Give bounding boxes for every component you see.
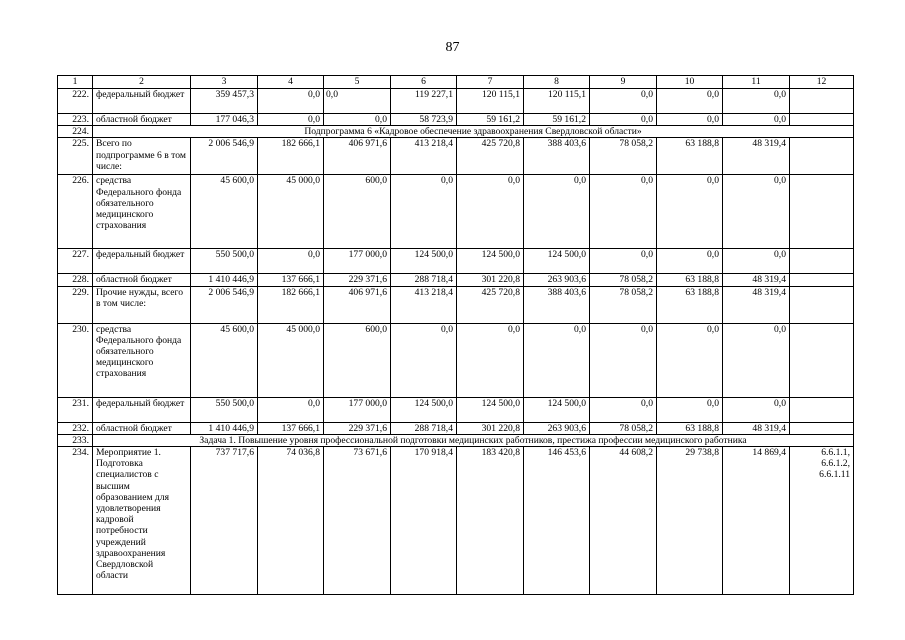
- value-cell: 183 420,8: [457, 447, 524, 595]
- value-cell: 48 319,4: [723, 286, 790, 323]
- col-header: 4: [258, 76, 324, 89]
- col-header: 1: [58, 76, 93, 89]
- value-cell: 73 671,6: [324, 447, 391, 595]
- value-cell: 146 453,6: [524, 447, 590, 595]
- col-header: 11: [723, 76, 790, 89]
- target-code: [790, 422, 854, 434]
- target-code: [790, 249, 854, 274]
- value-cell: 124 500,0: [457, 249, 524, 274]
- value-cell: 0,0: [657, 114, 723, 126]
- value-cell: 406 971,6: [324, 138, 391, 175]
- table-row: [58, 286, 854, 323]
- target-code: [790, 323, 854, 397]
- value-cell: 48 319,4: [723, 422, 790, 434]
- value-cell: 45 000,0: [258, 175, 324, 249]
- target-code: [790, 89, 854, 114]
- value-cell: 388 403,6: [524, 138, 590, 175]
- value-cell: 182 666,1: [258, 286, 324, 323]
- value-cell: 0,0: [590, 323, 657, 397]
- col-header: 7: [457, 76, 524, 89]
- value-cell: 0,0: [590, 175, 657, 249]
- section-row: [58, 434, 854, 446]
- value-cell: 288 718,4: [391, 274, 457, 286]
- value-cell: 0,0: [258, 397, 324, 422]
- value-cell: 78 058,2: [590, 422, 657, 434]
- row-number: 233.: [58, 434, 93, 446]
- value-cell: 425 720,8: [457, 138, 524, 175]
- section-title: Задача 1. Повышение уровня профессиональной подготовки медицинских работников, престижа профессии медицинского работника: [93, 434, 854, 446]
- value-cell: 0,0: [657, 89, 723, 114]
- value-cell: 600,0: [324, 175, 391, 249]
- header-row: [58, 76, 854, 89]
- value-cell: 78 058,2: [590, 274, 657, 286]
- value-cell: 406 971,6: [324, 286, 391, 323]
- value-cell: 58 723,9: [391, 114, 457, 126]
- value-cell: 413 218,4: [391, 138, 457, 175]
- col-header: 10: [657, 76, 723, 89]
- value-cell: 177 000,0: [324, 249, 391, 274]
- row-name: средства Федерального фонда обязательного медицинского страхования: [93, 175, 191, 249]
- value-cell: 425 720,8: [457, 286, 524, 323]
- budget-table: [57, 75, 854, 595]
- target-code: [790, 114, 854, 126]
- value-cell: 63 188,8: [657, 422, 723, 434]
- row-name: Всего по подпрограмме 6 в том числе:: [93, 138, 191, 175]
- value-cell: 48 319,4: [723, 274, 790, 286]
- value-cell: 45 600,0: [191, 175, 258, 249]
- value-cell: 0,0: [657, 323, 723, 397]
- row-number: 234.: [58, 447, 93, 595]
- value-cell: 229 371,6: [324, 422, 391, 434]
- value-cell: 119 227,1: [391, 89, 457, 114]
- value-cell: 63 188,8: [657, 138, 723, 175]
- value-cell: 63 188,8: [657, 286, 723, 323]
- value-cell: 0,0: [391, 323, 457, 397]
- value-cell: 0,0: [391, 175, 457, 249]
- target-code: 6.6.1.1, 6.6.1.2, 6.6.1.11: [790, 447, 854, 595]
- row-number: 228.: [58, 274, 93, 286]
- value-cell: 0,0: [524, 323, 590, 397]
- row-number: 232.: [58, 422, 93, 434]
- value-cell: 0,0: [657, 397, 723, 422]
- value-cell: 2 006 546,9: [191, 138, 258, 175]
- value-cell: 600,0: [324, 323, 391, 397]
- value-cell: 301 220,8: [457, 274, 524, 286]
- section-row: [58, 126, 854, 138]
- value-cell: 0,0: [258, 114, 324, 126]
- col-header: 5: [324, 76, 391, 89]
- row-name: средства Федерального фонда обязательного медицинского страхования: [93, 323, 191, 397]
- value-cell: 0,0: [258, 249, 324, 274]
- value-cell: 59 161,2: [524, 114, 590, 126]
- value-cell: 550 500,0: [191, 249, 258, 274]
- value-cell: 0,0: [590, 397, 657, 422]
- value-cell: 0,0: [457, 175, 524, 249]
- value-cell: 413 218,4: [391, 286, 457, 323]
- table-row: [58, 274, 854, 286]
- row-number: 224.: [58, 126, 93, 138]
- value-cell: 182 666,1: [258, 138, 324, 175]
- value-cell: 0,0: [590, 114, 657, 126]
- table-row: [58, 175, 854, 249]
- section-title: Подпрограмма 6 «Кадровое обеспечение здравоохранения Свердловской области»: [93, 126, 854, 138]
- row-number: 231.: [58, 397, 93, 422]
- col-header: 2: [93, 76, 191, 89]
- value-cell: 0,0: [324, 114, 391, 126]
- row-name: федеральный бюджет: [93, 89, 191, 114]
- value-cell: 170 918,4: [391, 447, 457, 595]
- value-cell: 0,0: [657, 175, 723, 249]
- target-code: [790, 175, 854, 249]
- value-cell: 0,0: [657, 249, 723, 274]
- value-cell: 263 903,6: [524, 422, 590, 434]
- row-number: 222.: [58, 89, 93, 114]
- col-header: 12: [790, 76, 854, 89]
- table-row: [58, 323, 854, 397]
- row-name: областной бюджет: [93, 114, 191, 126]
- value-cell: 550 500,0: [191, 397, 258, 422]
- row-name: областной бюджет: [93, 422, 191, 434]
- value-cell: 263 903,6: [524, 274, 590, 286]
- value-cell: 388 403,6: [524, 286, 590, 323]
- value-cell: 0,0: [324, 89, 391, 114]
- value-cell: 0,0: [258, 89, 324, 114]
- table-row: [58, 447, 854, 595]
- col-header: 3: [191, 76, 258, 89]
- row-number: 230.: [58, 323, 93, 397]
- value-cell: 137 666,1: [258, 422, 324, 434]
- col-header: 6: [391, 76, 457, 89]
- value-cell: 124 500,0: [391, 397, 457, 422]
- value-cell: 120 115,1: [457, 89, 524, 114]
- value-cell: 0,0: [524, 175, 590, 249]
- value-cell: 59 161,2: [457, 114, 524, 126]
- row-number: 223.: [58, 114, 93, 126]
- value-cell: 0,0: [590, 249, 657, 274]
- value-cell: 74 036,8: [258, 447, 324, 595]
- target-code: [790, 274, 854, 286]
- value-cell: 45 600,0: [191, 323, 258, 397]
- value-cell: 124 500,0: [524, 249, 590, 274]
- value-cell: 48 319,4: [723, 138, 790, 175]
- value-cell: 44 608,2: [590, 447, 657, 595]
- value-cell: 301 220,8: [457, 422, 524, 434]
- value-cell: 0,0: [723, 397, 790, 422]
- value-cell: 124 500,0: [457, 397, 524, 422]
- table-row: [58, 114, 854, 126]
- col-header: 9: [590, 76, 657, 89]
- value-cell: 0,0: [723, 323, 790, 397]
- table-row: [58, 89, 854, 114]
- value-cell: 2 006 546,9: [191, 286, 258, 323]
- value-cell: 0,0: [723, 249, 790, 274]
- value-cell: 45 000,0: [258, 323, 324, 397]
- table-body: [58, 76, 854, 595]
- row-number: 225.: [58, 138, 93, 175]
- value-cell: 78 058,2: [590, 286, 657, 323]
- value-cell: 177 046,3: [191, 114, 258, 126]
- table-row: [58, 397, 854, 422]
- row-name: Мероприятие 1. Подготовка специалистов с высшим образованием для удовлетворения кадровой потребности учреждений здравоохранения Свердловской области: [93, 447, 191, 595]
- value-cell: 1 410 446,9: [191, 422, 258, 434]
- value-cell: 0,0: [723, 175, 790, 249]
- value-cell: 14 869,4: [723, 447, 790, 595]
- value-cell: 124 500,0: [391, 249, 457, 274]
- row-name: Прочие нужды, всего в том числе:: [93, 286, 191, 323]
- col-header: 8: [524, 76, 590, 89]
- row-number: 226.: [58, 175, 93, 249]
- target-code: [790, 138, 854, 175]
- value-cell: 288 718,4: [391, 422, 457, 434]
- value-cell: 63 188,8: [657, 274, 723, 286]
- value-cell: 137 666,1: [258, 274, 324, 286]
- value-cell: 29 738,8: [657, 447, 723, 595]
- table-row: [58, 422, 854, 434]
- value-cell: 229 371,6: [324, 274, 391, 286]
- row-name: федеральный бюджет: [93, 397, 191, 422]
- value-cell: 0,0: [457, 323, 524, 397]
- page-number: 87: [445, 40, 460, 55]
- value-cell: 1 410 446,9: [191, 274, 258, 286]
- value-cell: 124 500,0: [524, 397, 590, 422]
- value-cell: 0,0: [723, 89, 790, 114]
- value-cell: 737 717,6: [191, 447, 258, 595]
- row-name: областной бюджет: [93, 274, 191, 286]
- table-row: [58, 249, 854, 274]
- target-code: [790, 286, 854, 323]
- target-code: [790, 397, 854, 422]
- value-cell: 359 457,3: [191, 89, 258, 114]
- value-cell: 78 058,2: [590, 138, 657, 175]
- value-cell: 120 115,1: [524, 89, 590, 114]
- table-row: [58, 138, 854, 175]
- value-cell: 177 000,0: [324, 397, 391, 422]
- row-number: 227.: [58, 249, 93, 274]
- value-cell: 0,0: [590, 89, 657, 114]
- value-cell: 0,0: [723, 114, 790, 126]
- row-name: федеральный бюджет: [93, 249, 191, 274]
- row-number: 229.: [58, 286, 93, 323]
